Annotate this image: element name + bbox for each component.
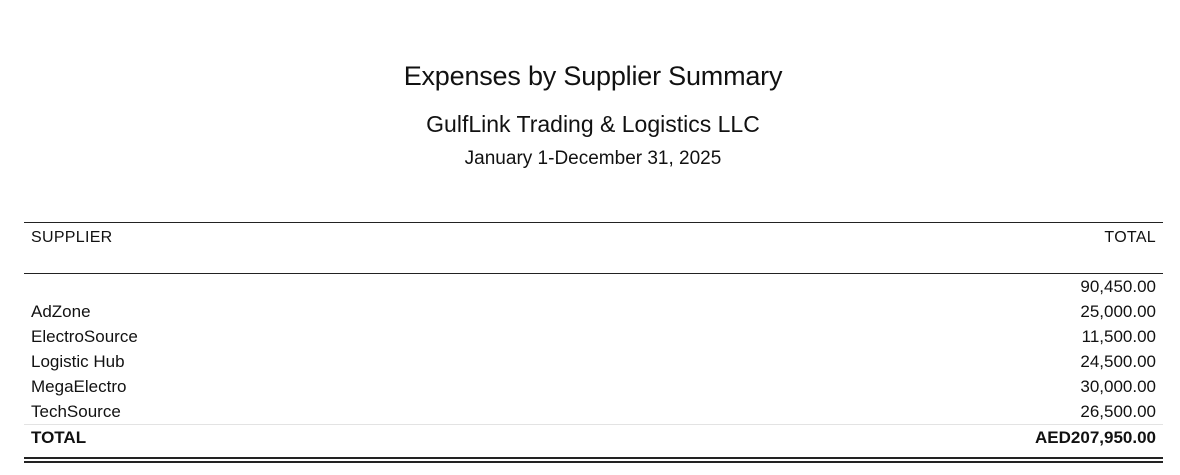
company-name: GulfLink Trading & Logistics LLC (426, 111, 760, 137)
supplier-name[interactable]: AdZone (31, 302, 91, 321)
supplier-name[interactable]: Logistic Hub (31, 352, 125, 371)
supplier-total[interactable]: 11,500.00 (1081, 327, 1156, 346)
total-value[interactable]: AED207,950.00 (1035, 428, 1156, 447)
column-header-total[interactable]: TOTAL (1104, 229, 1156, 246)
double-underline-divider (24, 457, 1163, 463)
supplier-name[interactable]: TechSource (31, 402, 121, 421)
table-row (24, 399, 1163, 424)
column-header-supplier[interactable]: SUPPLIER (31, 229, 113, 246)
supplier-total[interactable]: 30,000.00 (1080, 377, 1156, 396)
table-row (24, 324, 1163, 349)
supplier-name[interactable]: MegaElectro (31, 377, 127, 396)
supplier-name[interactable]: ElectroSource (31, 327, 138, 346)
table-row (24, 274, 1163, 299)
date-range: January 1-December 31, 2025 (464, 148, 722, 169)
total-row (24, 424, 1163, 450)
supplier-total[interactable]: 24,500.00 (1080, 352, 1156, 371)
table-header (24, 223, 1163, 274)
table-row (24, 374, 1163, 399)
supplier-total[interactable]: 26,500.00 (1080, 402, 1156, 421)
table-body (24, 274, 1163, 424)
report-title: Expenses by Supplier Summary (403, 61, 783, 91)
expenses-table (24, 222, 1163, 450)
supplier-total[interactable]: 25,000.00 (1080, 302, 1156, 321)
supplier-total[interactable]: 90,450.00 (1080, 277, 1156, 296)
table-row (24, 299, 1163, 324)
total-label: TOTAL (31, 428, 87, 447)
table-row (24, 349, 1163, 374)
